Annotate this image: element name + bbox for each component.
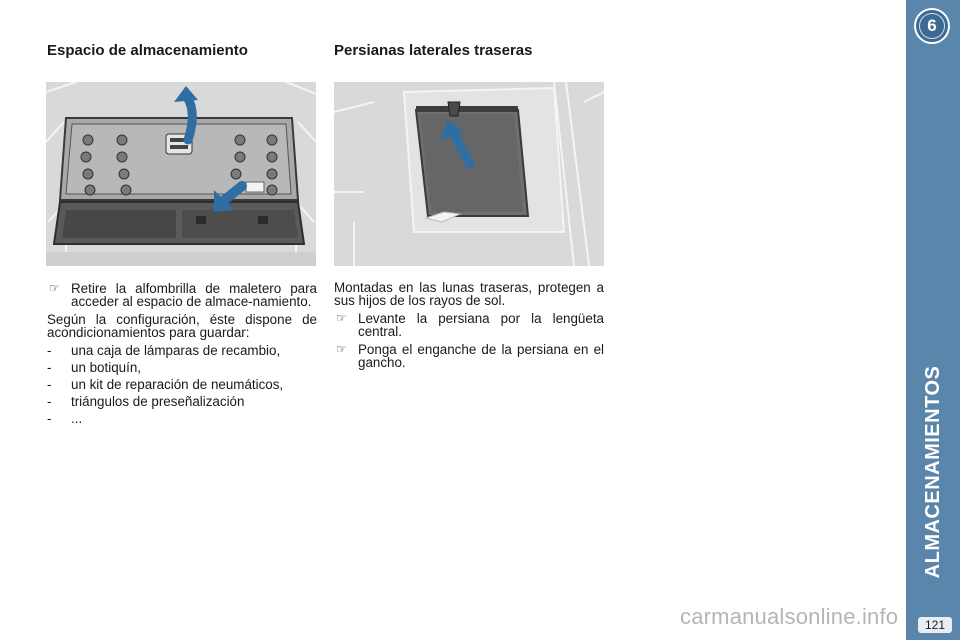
bullet-text: Ponga el enganche de la persiana en el gancho. [358,342,604,370]
paragraph: Montadas en las lunas traseras, protegen a sus hijos de los rayos de sol. [334,280,604,308]
dash-marker: - [47,360,52,375]
storage-heading: Espacio de almacenamiento [47,42,248,59]
item-text: un kit de reparación de neumáticos, [71,377,284,392]
item-text: ... [71,411,83,426]
list-item [334,312,604,338]
trunk-storage-illustration [46,82,316,266]
bullet-text: Levante la persiana por la lengüeta central. [358,311,604,339]
pointing-hand-icon: ☞ [336,342,347,356]
blinds-heading: Persianas laterales traseras [334,42,533,59]
dash-marker: - [47,394,52,409]
chapter-title: ALMACENAMIENTOS [922,365,944,579]
rear-window-blind-illustration [334,82,604,266]
list-item [47,412,317,425]
page-number: 121 [918,617,952,633]
item-text: una caja de lámparas de recambio, [71,343,281,358]
list-item [47,344,317,357]
paragraph: Según la configuración, éste dispone de acondicionamientos para guardar: [47,312,317,340]
watermark: carmanualsonline.info [680,604,899,629]
dash-marker: - [47,411,52,426]
list-item [47,395,317,408]
item-text: triángulos de preseñalización [71,394,245,409]
dash-marker: - [47,343,52,358]
storage-text [47,282,317,429]
blinds-text [334,281,604,374]
list-item [47,378,317,391]
list-item [47,361,317,374]
dash-marker: - [47,377,52,392]
list-item [334,343,604,369]
pointing-hand-icon: ☞ [336,311,347,325]
bullet-text: Retire la alfombrilla de maletero para acceder al espacio de almace-namiento. [71,281,317,309]
pointing-hand-icon: ☞ [49,281,60,295]
list-item [47,282,317,308]
chapter-number: 6 [919,13,945,39]
item-text: un botiquín, [71,360,141,375]
chapter-badge [914,8,950,44]
